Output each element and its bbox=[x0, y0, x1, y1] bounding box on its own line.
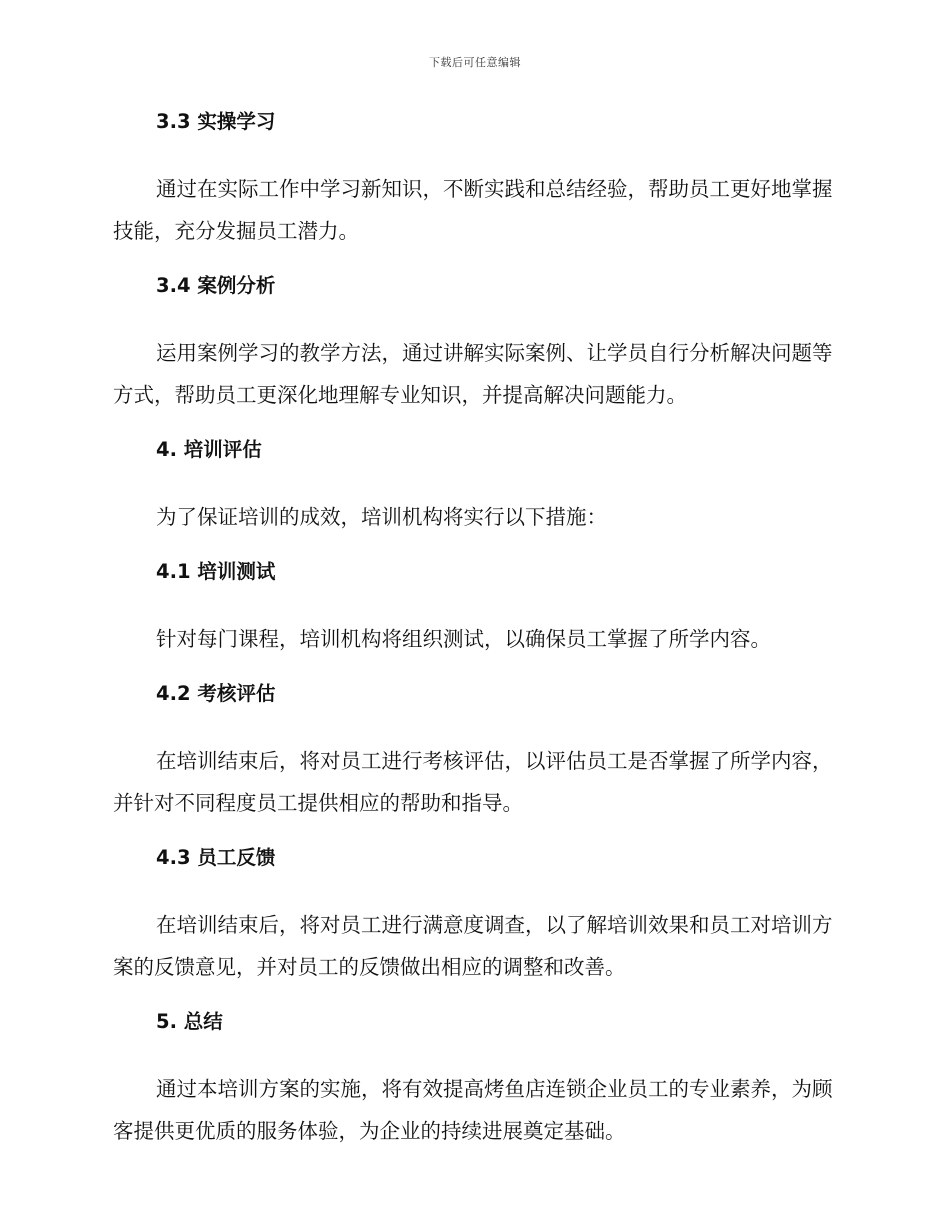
section-paragraph-5: 通过本培训方案的实施，将有效提高烤鱼店连锁企业员工的专业素养，为顾客提供更优质的服务体验，为企业的持续进展奠定基础。 bbox=[113, 1077, 833, 1143]
section-heading-4-1: 4.1 培训测试 bbox=[156, 560, 276, 583]
page-header-note: 下载后可任意编辑 bbox=[429, 56, 521, 69]
section-paragraph-4-3: 在培训结束后，将对员工进行满意度调查，以了解培训效果和员工对培训方案的反馈意见，并对员工的反馈做出相应的调整和改善。 bbox=[113, 913, 833, 979]
section-heading-3-3: 3.3 实操学习 bbox=[156, 110, 276, 133]
section-paragraph-4-1: 针对每门课程，培训机构将组织测试，以确保员工掌握了所学内容。 bbox=[156, 627, 771, 651]
section-heading-5: 5. 总结 bbox=[156, 1010, 223, 1033]
document-body bbox=[113, 108, 833, 1152]
section-paragraph-4-2: 在培训结束后，将对员工进行考核评估，以评估员工是否掌握了所学内容，并针对不同程度员工提供相应的帮助和指导。 bbox=[113, 749, 833, 815]
section-paragraph-3-4: 运用案例学习的教学方法，通过讲解实际案例、让学员自行分析解决问题等方式，帮助员工更深化地理解专业知识，并提高解决问题能力。 bbox=[113, 341, 833, 407]
section-heading-4-2: 4.2 考核评估 bbox=[156, 682, 276, 705]
section-paragraph-4: 为了保证培训的成效，培训机构将实行以下措施： bbox=[156, 505, 607, 529]
section-paragraph-3-3: 通过在实际工作中学习新知识，不断实践和总结经验，帮助员工更好地掌握技能，充分发掘员工潜力。 bbox=[113, 177, 833, 243]
section-heading-4-3: 4.3 员工反馈 bbox=[156, 846, 276, 869]
section-heading-4: 4. 培训评估 bbox=[156, 438, 262, 461]
section-heading-3-4: 3.4 案例分析 bbox=[156, 274, 276, 297]
